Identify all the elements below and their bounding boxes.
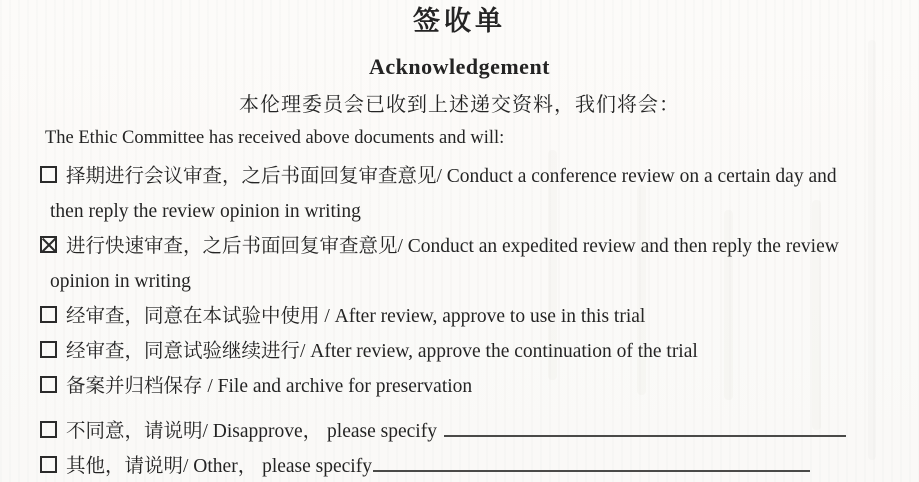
checkbox-unchecked-icon[interactable] xyxy=(40,376,57,393)
option-text: 其他，请说明/ Other， please specify xyxy=(66,456,372,477)
option-text: 不同意，请说明/ Disapprove， please specify xyxy=(66,421,437,442)
option-text-continued: opinion in writing xyxy=(50,271,191,292)
intro-text-english: The Ethic Committee has received above documents and will: xyxy=(45,128,505,148)
checkbox-checked-icon[interactable] xyxy=(40,236,57,253)
checkbox-option-list xyxy=(40,159,919,482)
option-text: 进行快速审查，之后书面回复审查意见/ Conduct an expedited review and then reply the review xyxy=(66,236,839,257)
specify-blank-line[interactable] xyxy=(373,449,810,472)
option-text-continued: then reply the review opinion in writing xyxy=(50,201,361,222)
specify-blank-line[interactable] xyxy=(444,414,846,437)
option-text: 经审查，同意试验继续进行/ After review, approve the continuation of the trial xyxy=(66,341,698,362)
option-file-archive xyxy=(40,369,919,404)
checkbox-unchecked-icon[interactable] xyxy=(40,421,57,438)
option-other xyxy=(40,449,919,482)
option-text: 经审查，同意在本试验中使用 / After review, approve to use in this trial xyxy=(66,306,646,327)
checkbox-unchecked-icon[interactable] xyxy=(40,166,57,183)
checkbox-unchecked-icon[interactable] xyxy=(40,306,57,323)
page-title-english: Acknowledgement xyxy=(368,54,551,79)
option-conference-review xyxy=(40,159,919,229)
page-title-chinese: 签收单 xyxy=(413,6,506,36)
option-expedited-review xyxy=(40,229,919,299)
option-text: 备案并归档保存 / File and archive for preservation xyxy=(66,376,473,397)
option-disapprove xyxy=(40,414,919,449)
intro-text-chinese: 本伦理委员会已收到上述递交资料，我们将会： xyxy=(239,94,680,116)
option-approve-continuation xyxy=(40,334,919,369)
option-approve-use xyxy=(40,299,919,334)
option-text: 择期进行会议审查，之后书面回复审查意见/ Conduct a conference review on a certain day and xyxy=(66,166,837,187)
checkbox-unchecked-icon[interactable] xyxy=(40,456,57,473)
checkbox-unchecked-icon[interactable] xyxy=(40,341,57,358)
